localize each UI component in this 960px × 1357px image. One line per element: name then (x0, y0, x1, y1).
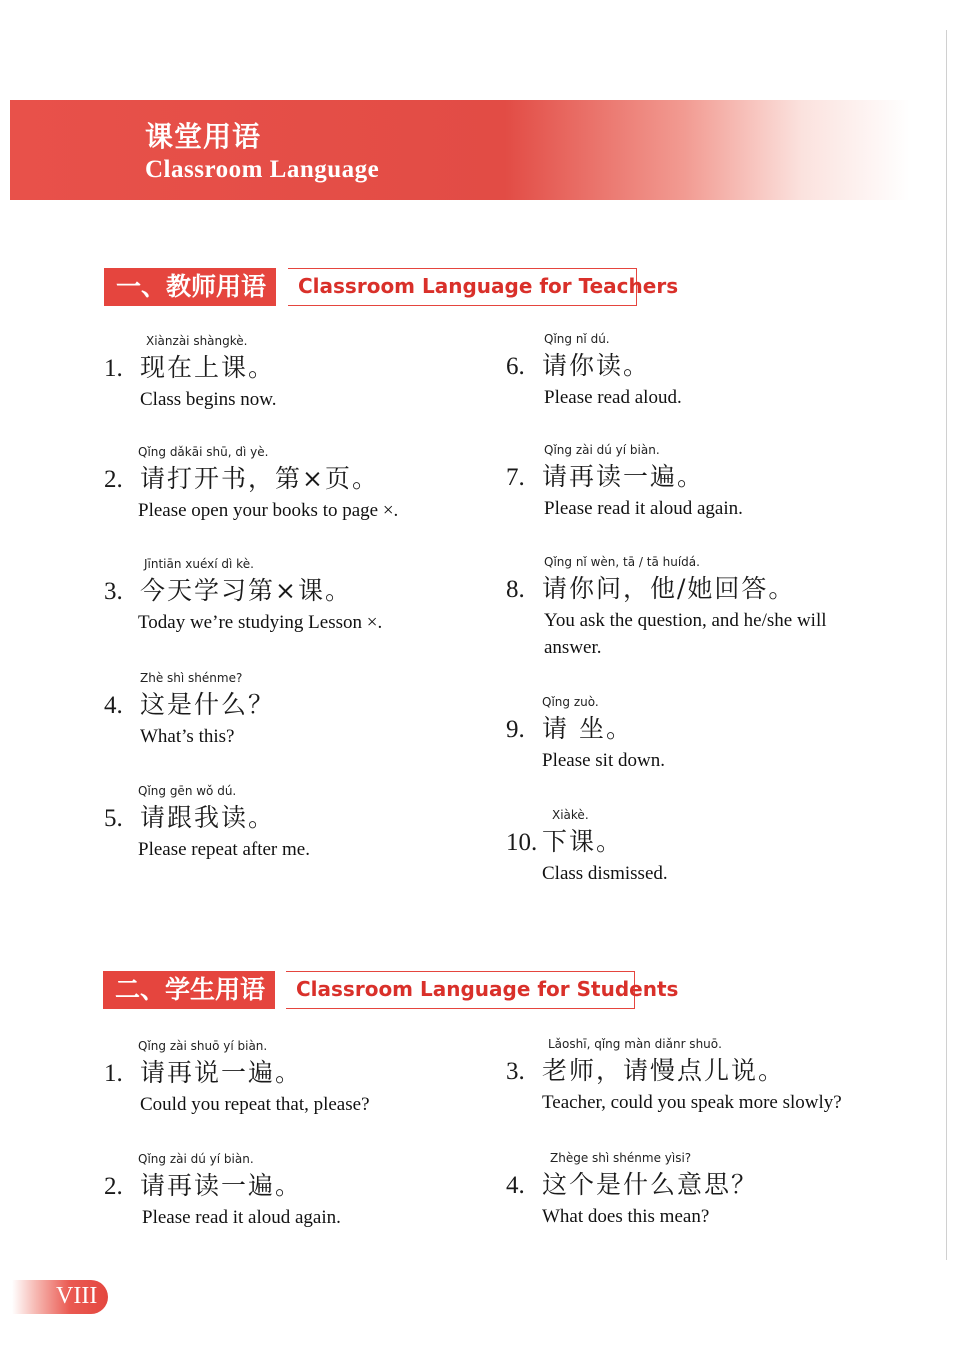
pinyin: Xiànzài shàngkè. (146, 334, 248, 348)
english-translation: Please read aloud. (544, 387, 682, 408)
item-number: 9. (506, 716, 525, 743)
students-heading-english: Classroom Language for Students (296, 977, 679, 1001)
item-number: 10. (506, 829, 538, 856)
item-number: 2. (104, 1173, 123, 1200)
english-translation: Please read it aloud again. (544, 498, 743, 519)
item-number: 7. (506, 464, 525, 491)
chinese-phrase: 下课。 (542, 827, 624, 856)
chinese-phrase: 请再读一遍。 (542, 462, 705, 491)
english-translation: Teacher, could you speak more slowly? (542, 1092, 842, 1113)
pinyin: Qǐng zài shuō yí biàn. (138, 1039, 268, 1053)
students-heading-chinese: 二、学生用语 (103, 971, 275, 1009)
english-translation: Please repeat after me. (138, 839, 310, 860)
page-title-english: Classroom Language (145, 156, 380, 183)
english-translation: Please sit down. (542, 750, 665, 771)
chinese-phrase: 请打开书，第×页。 (140, 464, 379, 493)
item-number: 2. (104, 466, 123, 493)
chinese-phrase: 老师，请慢点儿说。 (542, 1056, 786, 1085)
chinese-phrase: 请你读。 (542, 351, 651, 380)
item-number: 1. (104, 355, 123, 382)
english-translation: You ask the question, and he/she will answer. (544, 610, 827, 658)
chinese-phrase: 这是什么？ (140, 690, 276, 719)
english-translation: Please read it aloud again. (142, 1207, 341, 1228)
pinyin: Qǐng dǎkāi shū, dì yè. (138, 445, 269, 459)
item-number: 1. (104, 1060, 123, 1087)
teachers-section-header (0, 268, 960, 312)
english-translation: What’s this? (140, 726, 235, 747)
pinyin: Qǐng zài dú yí biàn. (138, 1152, 254, 1166)
chinese-phrase: 请 坐。 (542, 714, 633, 743)
chinese-phrase: 现在上课。 (140, 353, 276, 382)
english-translation: Could you repeat that, please? (140, 1094, 370, 1115)
chinese-phrase: 今天学习第×课。 (140, 576, 352, 605)
students-section-header (0, 971, 960, 1015)
item-number: 3. (104, 578, 123, 605)
teachers-heading-chinese: 一、教师用语 (104, 268, 276, 306)
pinyin: Qǐng zài dú yí biàn. (544, 443, 660, 457)
chinese-phrase: 请再说一遍。 (140, 1058, 303, 1087)
page-edge-line (946, 30, 947, 1260)
english-translation: What does this mean? (542, 1206, 710, 1227)
item-number: 3. (506, 1058, 525, 1085)
chinese-phrase: 这个是什么意思？ (542, 1170, 759, 1199)
chinese-phrase: 请你问，他/她回答。 (542, 574, 796, 603)
english-translation: Today we’re studying Lesson ×. (138, 612, 383, 633)
pinyin: Qǐng gēn wǒ dú. (138, 784, 237, 798)
item-number: 5. (104, 805, 123, 832)
pinyin: Lǎoshī, qǐng màn diǎnr shuō. (548, 1037, 722, 1051)
pinyin: Jīntiān xuéxí dì kè. (144, 557, 254, 571)
english-translation: Please open your books to page ×. (138, 500, 399, 521)
pinyin: Zhè shì shénme? (140, 671, 243, 685)
chinese-phrase: 请再读一遍。 (140, 1171, 303, 1200)
teachers-heading-box (288, 268, 679, 306)
page-number: VIII (56, 1283, 98, 1309)
english-translation: Class dismissed. (542, 863, 668, 884)
item-number: 6. (506, 353, 525, 380)
item-number: 8. (506, 576, 525, 603)
students-heading-box (286, 971, 679, 1009)
pinyin: Qǐng nǐ dú. (544, 332, 610, 346)
pinyin: Zhège shì shénme yìsi? (550, 1151, 692, 1165)
pinyin: Qǐng nǐ wèn, tā / tā huídá. (544, 555, 700, 569)
chinese-phrase: 请跟我读。 (140, 803, 276, 832)
english-translation: Class begins now. (140, 389, 277, 410)
pinyin: Qǐng zuò. (542, 695, 599, 709)
teachers-heading-english: Classroom Language for Teachers (298, 274, 679, 298)
page-title-chinese: 课堂用语 (145, 120, 262, 153)
item-number: 4. (104, 692, 123, 719)
pinyin: Xiàkè. (552, 808, 589, 822)
item-number: 4. (506, 1172, 525, 1199)
